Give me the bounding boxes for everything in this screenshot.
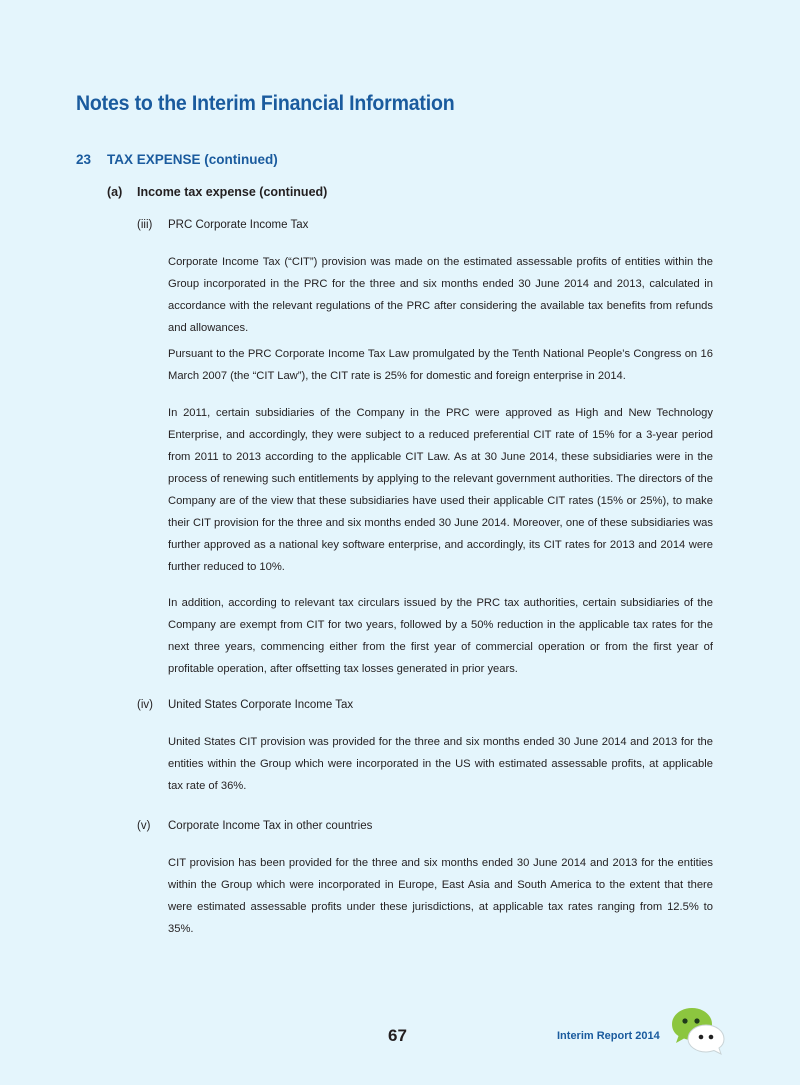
section-title: TAX EXPENSE (continued)	[107, 152, 278, 167]
section-heading	[76, 152, 278, 167]
item-heading-v	[137, 820, 372, 832]
report-title: Interim Report 2014	[557, 1030, 660, 1042]
page-title: Notes to the Interim Financial Information	[76, 92, 455, 115]
paragraph-cit-provision: Corporate Income Tax (“CIT”) provision was made on the estimated assessable profits of entities within the Group incorporated in the PRC for the three and six months ended 30 June 2014 and 2013, calculated in accordance with the relevant regulations of the PRC after considering the available tax benefits from refunds and allowances.	[168, 256, 713, 334]
subsection-title: Income tax expense (continued)	[137, 185, 328, 199]
item-title: PRC Corporate Income Tax	[168, 219, 309, 231]
page-number: 67	[388, 1026, 407, 1045]
item-label: (iv)	[137, 699, 153, 711]
item-label: (v)	[137, 820, 151, 832]
paragraph-us-cit: United States CIT provision was provided for the three and six months ended 30 June 2014 and 2013 for the entities within the Group which were incorporated in the US with estimated assessable profits, at applicable tax rate of 36%.	[168, 736, 713, 792]
paragraph-high-tech-enterprise: In 2011, certain subsidiaries of the Company in the PRC were approved as High and New Technology Enterprise, and accordingly, they were subject to a reduced preferential CIT rate of 15% for a 3-year period from 2011 to 2013 according to the applicable CIT Law. As at 30 June 2014, these subsidiaries were in the process of renewing such entitlements by applying to the relevant government authorities. The directors of the Company are of the view that these subsidiaries have used their applicable CIT rates (15% or 25%), to make their CIT provision for the three and six months ended 30 June 2014. Moreover, one of these subsidiaries was further approved as a national key software enterprise, and accordingly, its CIT rates for 2013 and 2014 were further reduced to 10%.	[168, 407, 713, 573]
item-title: United States Corporate Income Tax	[168, 699, 354, 711]
subsection-label: (a)	[107, 185, 123, 199]
item-label: (iii)	[137, 219, 153, 231]
paragraph-tax-exemption: In addition, according to relevant tax circulars issued by the PRC tax authorities, certain subsidiaries of the Company are exempt from CIT for two years, followed by a 50% reduction in the applicable tax rates for the next three years, commencing either from the first year of commercial operation or from the first year of profitable operation, after offsetting tax losses generated in prior years.	[168, 597, 713, 675]
paragraph-cit-law: Pursuant to the PRC Corporate Income Tax Law promulgated by the Tenth National People’s Congress on 16 March 2007 (the “CIT Law”), the CIT rate is 25% for domestic and foreign enterprise in 2014.	[168, 348, 713, 382]
chat-bubbles-logo-icon	[670, 1006, 726, 1056]
item-heading-iv	[137, 699, 353, 711]
subsection-heading	[107, 185, 327, 199]
section-number: 23	[76, 152, 92, 167]
paragraph-other-countries-cit: CIT provision has been provided for the three and six months ended 30 June 2014 and 2013 for the entities within the Group which were incorporated in Europe, East Asia and South America to the extent that there were estimated assessable profits under these jurisdictions, at applicable tax rates ranging from 12.5% to 35%.	[168, 857, 713, 935]
item-heading-iii	[137, 219, 308, 231]
item-title: Corporate Income Tax in other countries	[168, 820, 373, 832]
